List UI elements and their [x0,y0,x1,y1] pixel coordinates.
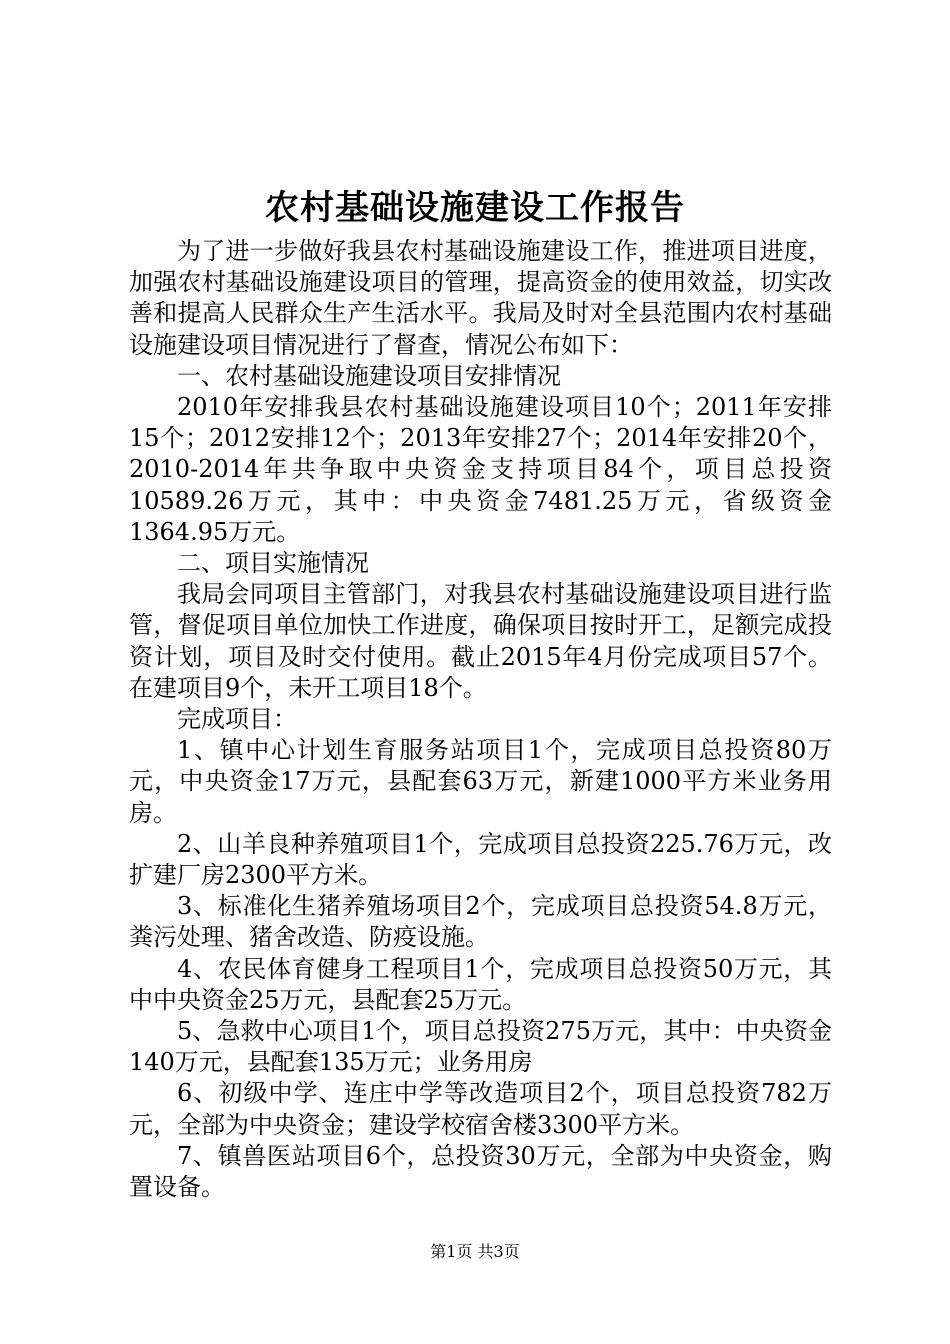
completed-projects-label: 完成项目： [177,705,297,734]
list-item: 3、标准化生猪养殖场项目2个，完成项目总投资54.8万元，粪污处理、猪舍改造、防疫设施。 [129,892,832,952]
list-item: 4、农民体育健身工程项目1个，完成项目总投资50万元，其中中央资金25万元，县配套25万元。 [129,954,832,1014]
section-heading-2: 二、项目实施情况 [177,549,369,578]
list-item: 1、镇中心计划生育服务站项目1个，完成项目总投资80万元，中央资金17万元，县配套63万元，新建1000平方米业务用房。 [129,736,832,827]
document-title: 农村基础设施建设工作报告 [265,188,685,228]
paragraph-intro: 为了进一步做好我县农村基础设施建设工作，推进项目进度，加强农村基础设施建设项目的管理，提高资金的使用效益，切实改善和提高人民群众生产生活水平。我局及时对全县范围内农村基础设施建设项目情况进行了督查，情况公布如下： [129,237,832,359]
paragraph-implementation: 我局会同项目主管部门，对我县农村基础设施建设项目进行监管，督促项目单位加快工作进度，确保项目按时开工，足额完成投资计划，项目及时交付使用。截止2015年4月份完成项目57个。在建项目9个，未开工项目18个。 [129,580,832,702]
list-item: 5、急救中心项目1个，项目总投资275万元，其中：中央资金140万元，县配套135万元；业务用房 [129,1017,832,1077]
page-footer: 第1页 共3页 [430,1242,520,1261]
list-item: 6、初级中学、连庄中学等改造项目2个，项目总投资782万元，全部为中央资金；建设学校宿舍楼3300平方米。 [129,1079,832,1139]
list-item: 7、镇兽医站项目6个，总投资30万元，全部为中央资金，购置设备。 [129,1141,832,1202]
list-item: 2、山羊良种养殖项目1个，完成项目总投资225.76万元，改扩建厂房2300平方米。 [129,829,832,890]
paragraph-arrangement: 2010年安排我县农村基础设施建设项目10个；2011年安排15个；2012安排12个；2013年安排27个；2014年安排20个，2010-2014年共争取中央资金支持项目84个，项目总投资10589.26万元，其中：中央资金7481.25万元，省级资金1364.95万元。 [129,393,832,546]
section-heading-1: 一、农村基础设施建设项目安排情况 [177,361,561,390]
document-body [129,236,832,1203]
